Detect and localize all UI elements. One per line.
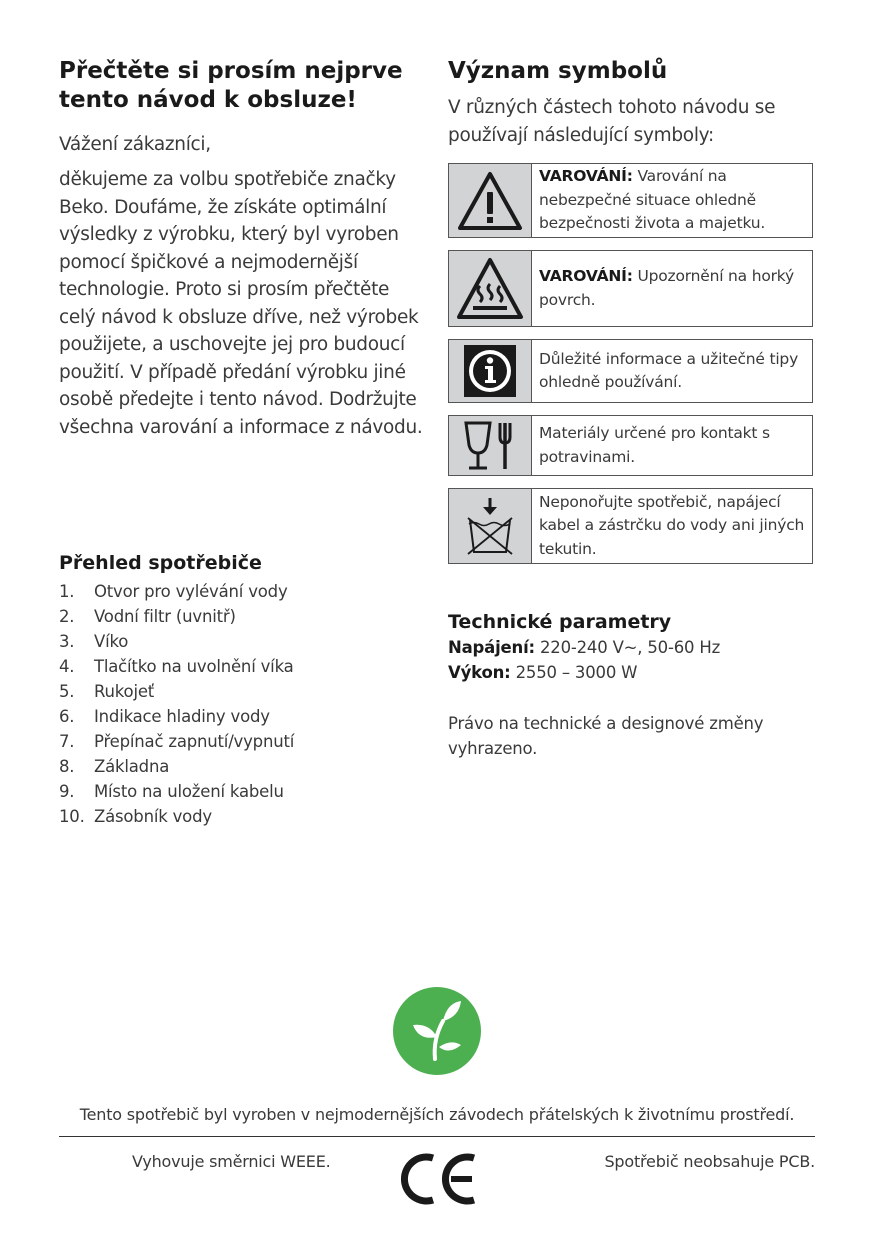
specs-title: Technické parametry (448, 611, 672, 633)
symbols-intro: V různých částech tohoto návodu se používají následující symboly: (448, 97, 776, 146)
footer-divider (59, 1136, 815, 1137)
power-supply-label: Napájení: (448, 638, 535, 657)
intro-title: Přečtěte si prosím nejprve tento návod k obsluze! (59, 58, 403, 113)
list-item: 1. Otvor pro vylévání vody (59, 582, 288, 601)
symbol-row-no-immersion (448, 488, 813, 564)
no-immersion-text: Neponořujte spotřebič, napájecí kabel a zástrčku do vody ani jiných tekutin. (539, 492, 805, 558)
symbols-title: Význam symbolů (448, 58, 668, 84)
symbol-row-warning (448, 163, 813, 238)
component-list (59, 579, 419, 829)
list-item: 8. Základna (59, 757, 170, 776)
warning-triangle-icon (449, 164, 532, 237)
symbol-row-food-contact (448, 415, 813, 476)
list-item: 3. Víko (59, 632, 129, 651)
list-item: 7. Přepínač zapnutí/vypnutí (59, 732, 295, 751)
list-item: 2. Vodní filtr (uvnitř) (59, 607, 236, 626)
list-item: 4. Tlačítko na uvolnění víka (59, 657, 294, 676)
overview-title: Přehled spotřebiče (59, 552, 262, 574)
specs-note: Právo na technické a designové změny vyhrazeno. (448, 714, 764, 758)
food-contact-text: Materiály určené pro kontakt s potravinami. (539, 424, 770, 466)
warning-label: VAROVÁNÍ: (539, 167, 633, 186)
ce-mark-icon (398, 1150, 478, 1208)
power-value: 2550 – 3000 W (515, 663, 638, 682)
symbol-row-hot-surface (448, 250, 813, 327)
spec-power-supply (448, 635, 818, 660)
hot-surface-icon (449, 251, 532, 326)
eco-statement: Tento spotřebič byl vyroben v nejmodernějších závodech přátelských k životnímu prostředí. (79, 1105, 795, 1124)
warning-text: Varování na nebezpečné situace ohledně bezpečnosti života a majetku. (539, 167, 766, 233)
food-contact-icon (449, 416, 532, 475)
info-icon (449, 340, 532, 402)
greeting: Vážení zákazníci, (59, 134, 211, 155)
pcb-statement: Spotřebič neobsahuje PCB. (604, 1152, 815, 1171)
list-item: 10. Zásobník vody (59, 807, 212, 826)
power-label: Výkon: (448, 663, 511, 682)
eco-leaf-icon (393, 987, 481, 1075)
info-text: Důležité informace a užitečné tipy ohledně používání. (539, 349, 799, 391)
spec-power (448, 660, 818, 685)
no-immersion-icon (449, 489, 532, 563)
symbol-row-info (448, 339, 813, 403)
power-supply-value: 220-240 V~, 50-60 Hz (539, 638, 721, 657)
hot-warning-label: VAROVÁNÍ: (539, 267, 633, 285)
list-item: 6. Indikace hladiny vody (59, 707, 270, 726)
list-item: 5. Rukojeť (59, 682, 155, 701)
list-item: 9. Místo na uložení kabelu (59, 782, 284, 801)
intro-body: děkujeme za volbu spotřebiče značky Beko. Doufáme, že získáte optimální výsledky z výrobku, který byl vyroben pomocí špičkové a nejmodernější technologie. Proto si prosím přečtěte celý návod k obsluze dříve, než výrobek použijete, a uschovejte jej pro budoucí použití. V případě předání výrobku jiné osobě předejte i tento návod. Dodržujte všechna varování a informace z návodu. (59, 169, 423, 438)
weee-compliance: Vyhovuje směrnici WEEE. (132, 1152, 331, 1171)
hot-warning-text: Upozornění na horký povrch. (539, 267, 794, 309)
